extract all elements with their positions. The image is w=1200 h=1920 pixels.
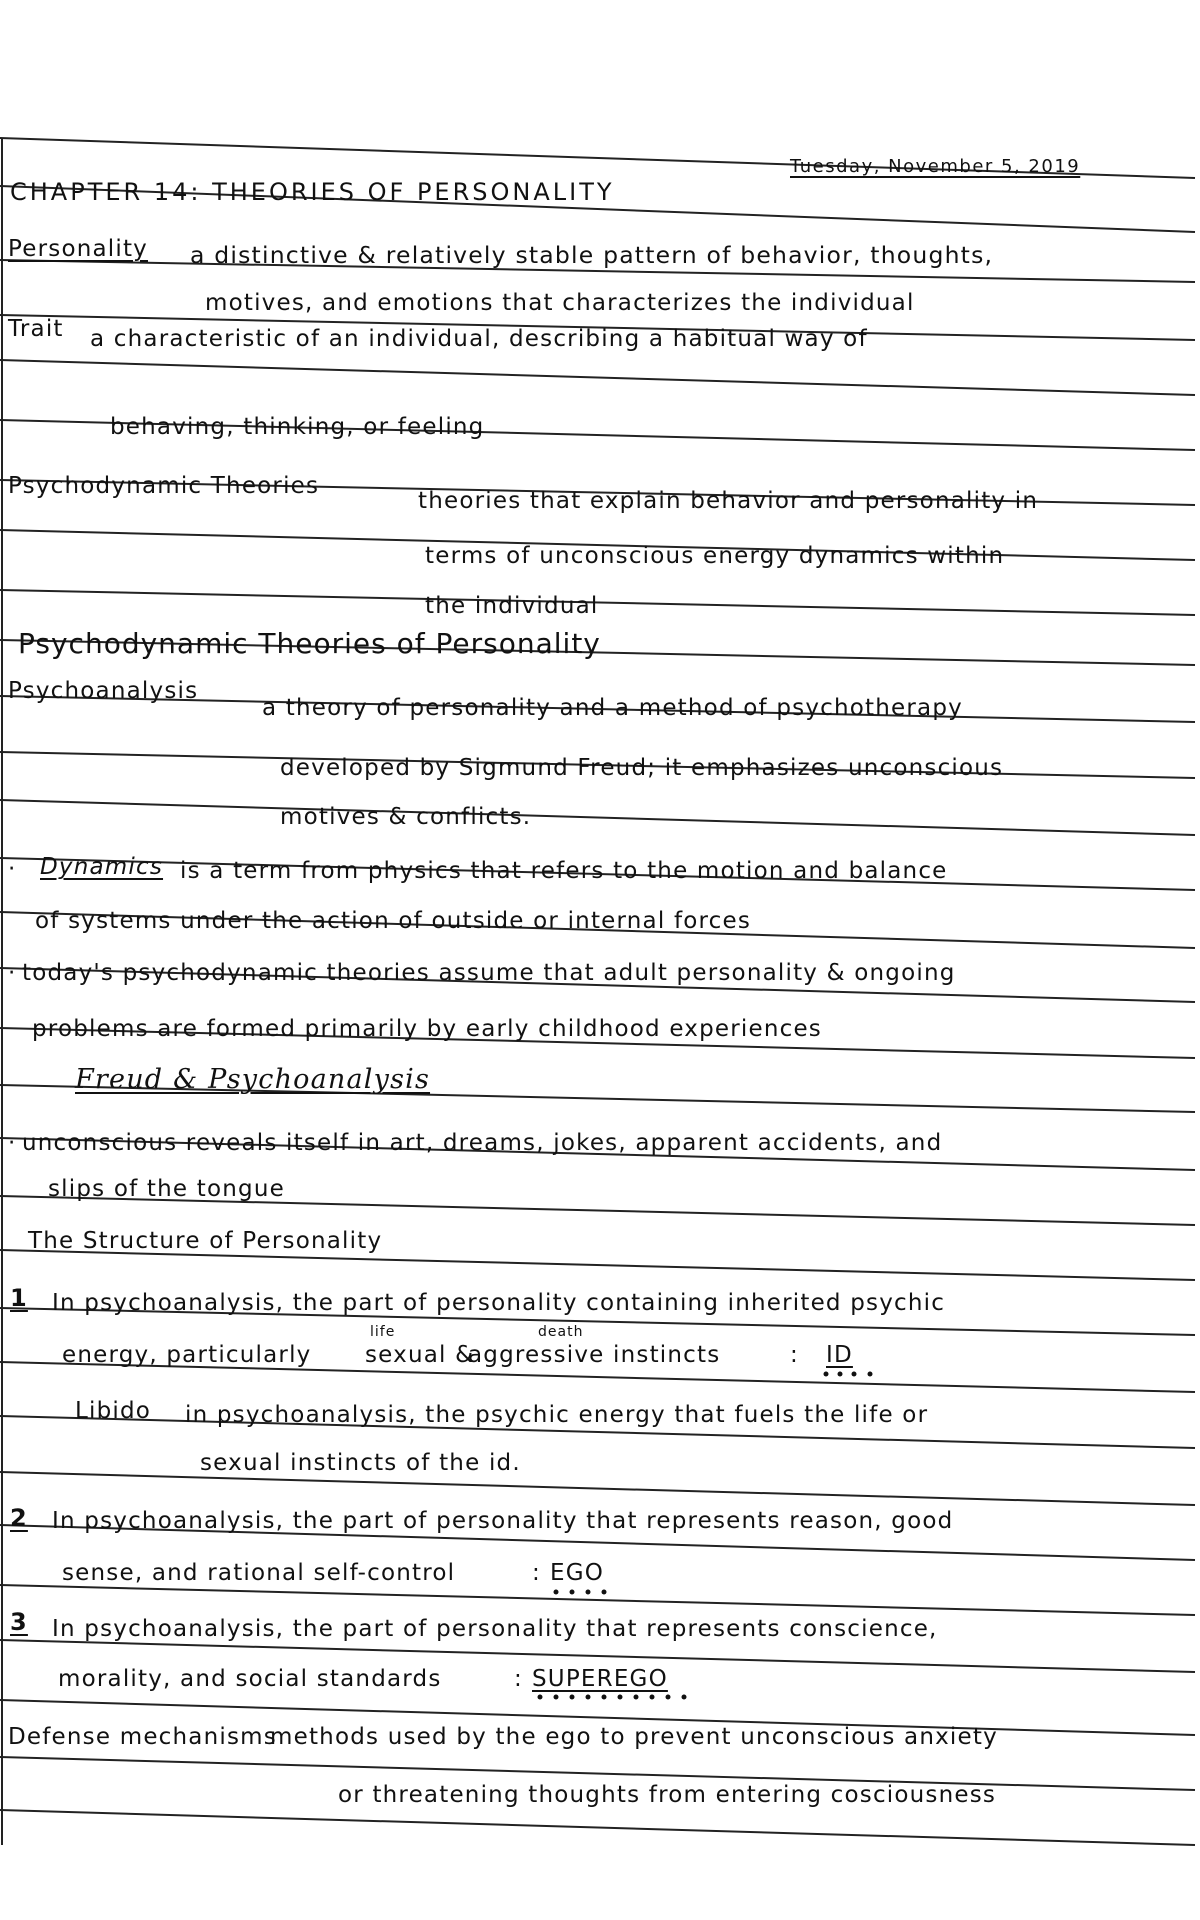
colon: :: [532, 1560, 541, 1586]
item-number-3: 3: [10, 1608, 28, 1636]
rule-line: [0, 1472, 1195, 1505]
dot: [824, 1372, 829, 1377]
dot: [838, 1372, 843, 1377]
section-heading-freud: Freud & Psychoanalysis: [75, 1064, 431, 1095]
dot: [586, 1695, 591, 1700]
dynamics-line2: of systems under the action of outside or internal forces: [35, 908, 752, 934]
item-number-1: 1: [10, 1284, 28, 1312]
def-personality-line2: motives, and emotions that characterizes the individual: [205, 290, 915, 316]
dot: [554, 1695, 559, 1700]
section-heading-structure: The Structure of Personality: [28, 1228, 383, 1254]
dot: [570, 1590, 575, 1595]
def-psychodynamic-line3: the individual: [425, 593, 599, 619]
sup-death: death: [538, 1324, 584, 1340]
defense-line2: or threatening thoughts from entering cosciousness: [338, 1782, 997, 1808]
term-dynamics: Dynamics: [40, 854, 164, 880]
def-psychodynamic-line1: theories that explain behavior and personality in: [418, 488, 1039, 514]
ego-line2: sense, and rational self-control: [62, 1560, 456, 1586]
bullet-dot: ·: [8, 960, 17, 986]
dot: [586, 1590, 591, 1595]
bullet-dot: ·: [8, 856, 17, 882]
unconscious-line1: unconscious reveals itself in art, dreams, jokes, apparent accidents, and: [22, 1130, 943, 1156]
libido-line2: sexual instincts of the id.: [200, 1450, 521, 1476]
dot: [538, 1695, 543, 1700]
dot: [682, 1695, 687, 1700]
label-superego: SUPEREGO: [532, 1666, 668, 1692]
superego-line2: morality, and social standards: [58, 1666, 442, 1692]
term-personality: Personality: [8, 236, 148, 262]
dot: [634, 1695, 639, 1700]
ego-line1: In psychoanalysis, the part of personality that represents reason, good: [52, 1508, 954, 1534]
rule-line: [0, 360, 1195, 395]
date-label: Tuesday, November 5, 2019: [790, 156, 1081, 177]
term-libido: Libido: [75, 1398, 152, 1424]
def-trait-line1: a characteristic of an individual, describing a habitual way of: [90, 326, 868, 352]
id-line2b: sexual &: [365, 1342, 475, 1368]
term-psychoanalysis: Psychoanalysis: [8, 678, 199, 704]
libido-line1: in psychoanalysis, the psychic energy that fuels the life or: [185, 1402, 929, 1428]
dot: [570, 1695, 575, 1700]
rule-line: [0, 800, 1195, 835]
term-defense-mechanisms: Defense mechanisms: [8, 1724, 277, 1750]
label-ego: EGO: [550, 1560, 605, 1586]
dynamics-line1: is a term from physics that refers to the motion and balance: [180, 858, 948, 884]
dot: [666, 1695, 671, 1700]
id-line1: In psychoanalysis, the part of personality containing inherited psychic: [52, 1290, 946, 1316]
today-line1: today's psychodynamic theories assume that adult personality & ongoing: [22, 960, 956, 986]
def-psychoanalysis-line1: a theory of personality and a method of psychotherapy: [262, 695, 963, 721]
dot: [554, 1590, 559, 1595]
unconscious-line2: slips of the tongue: [48, 1176, 285, 1202]
rule-line: [0, 1810, 1195, 1845]
term-psychodynamic: Psychodynamic Theories: [8, 473, 320, 499]
dot: [650, 1695, 655, 1700]
chapter-title: CHAPTER 14: THEORIES OF PERSONALITY: [10, 178, 615, 206]
def-psychoanalysis-line3: motives & conflicts.: [280, 804, 532, 830]
bullet-dot: ·: [8, 1130, 17, 1156]
colon: :: [790, 1342, 799, 1368]
section-heading-psychodynamic: Psychodynamic Theories of Personality: [18, 627, 601, 660]
dot: [618, 1695, 623, 1700]
term-trait: Trait: [8, 316, 64, 342]
rule-line: [0, 1250, 1195, 1280]
def-personality-line1: a distinctive & relatively stable pattern of behavior, thoughts,: [190, 241, 994, 269]
colon: :: [514, 1666, 523, 1692]
today-line2: problems are formed primarily by early childhood experiences: [32, 1016, 822, 1042]
defense-line1: methods used by the ego to prevent unconscious anxiety: [270, 1724, 998, 1750]
label-id: ID: [826, 1342, 853, 1368]
rule-line: [0, 1585, 1195, 1615]
dot: [852, 1372, 857, 1377]
def-trait-line2: behaving, thinking, or feeling: [110, 414, 485, 440]
sup-life: life: [370, 1324, 396, 1340]
superego-line1: In psychoanalysis, the part of personality that represents conscience,: [52, 1616, 938, 1642]
def-psychodynamic-line2: terms of unconscious energy dynamics within: [425, 543, 1005, 569]
id-line2c: aggressive instincts: [468, 1342, 721, 1368]
id-line2a: energy, particularly: [62, 1342, 312, 1368]
dot: [602, 1590, 607, 1595]
dot: [602, 1695, 607, 1700]
dot: [868, 1372, 873, 1377]
item-number-2: 2: [10, 1504, 28, 1532]
def-psychoanalysis-line2: developed by Sigmund Freud; it emphasizes unconscious: [280, 755, 1004, 781]
